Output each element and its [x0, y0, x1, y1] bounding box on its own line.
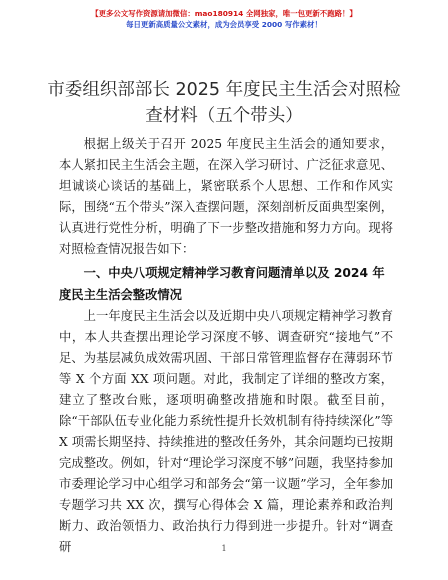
- intro-paragraph: 根据上级关于召开 2025 年度民主生活会的通知要求，本人紧扣民主生活会主题，在深入学习研讨、广泛征求意见、坦诚谈心谈话的基础上，紧密联系个人思想、工作和作风实际，围绕“五个带头”深入查摆问题，深刻剖析反面典型案例，认真进行党性分析，明确了下一步整改措施和努力方向。现将对照检查情况报告如下：: [59, 137, 393, 256]
- document-title: 市委组织部部长 2025 年度民主生活会对照检查材料（五个带头）: [47, 80, 401, 126]
- section-heading-1: 一、中央八项规定精神学习教育问题清单以及 2024 年度民主生活会整改情况: [59, 266, 385, 302]
- promo-banner-line2: 每日更新高质量公文素材，成为会员享受 2000 写作素材！: [126, 20, 322, 29]
- promo-banner-line1: 【更多公文写作资源请加微信：mao180914 全网独家，唯一包更新不跑路！】: [91, 9, 357, 18]
- promo-banner: [0, 9, 448, 30]
- section-1-paragraph: 上一年度民主生活会以及近期中央八项规定精神学习教育中，本人共查摆出理论学习深度不够、调查研究“接地气”不足、为基层减负成效需巩固、干部日常管理监督存在薄弱环节等 X 个方面 XX 项问题。对此，我制定了详细的整改方案，建立了整改台账，逐项明确整改措施和时限。截至目前，除“干部队伍专业化能力系统性提升长效机制有待持续深化”等 X 项需长期坚持、持续推进的整改任务外，其余问题均已按期完成整改。例如，针对“理论学习深度不够”问题，我坚持参加市委理论学习中心组学习和部务会“第一议题”学习，全年参加专题学习共 XX 次，撰写心得体会 X 篇，理论素养和政治判断力、政治领悟力、政治执行力得到进一步提升。针对“调查研: [59, 309, 393, 554]
- page-number: 1: [221, 544, 227, 553]
